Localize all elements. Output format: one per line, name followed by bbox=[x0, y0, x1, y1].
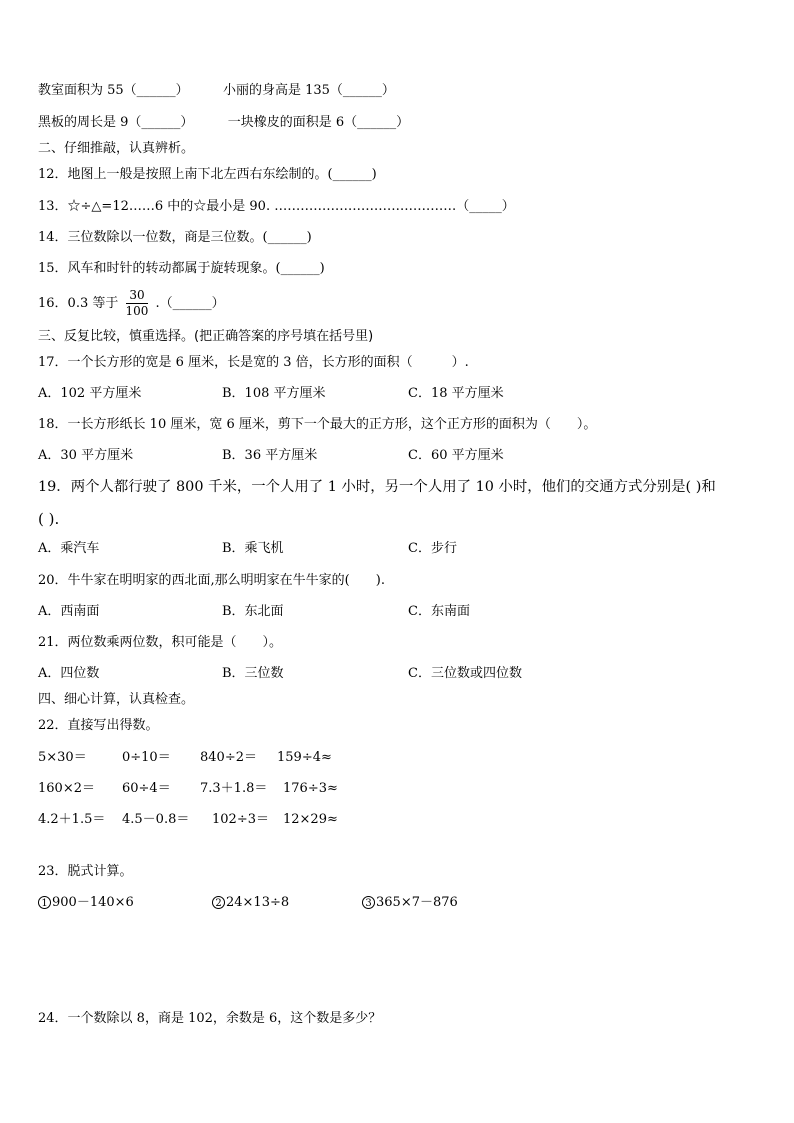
q20-option-c: C．东南面 bbox=[408, 604, 470, 619]
fraction-denominator: 100 bbox=[125, 304, 149, 318]
calc-item: 840÷2＝ bbox=[200, 750, 257, 765]
question-15: 15．风车和时针的转动都属于旋转现象。(______) bbox=[38, 261, 325, 276]
q16-suffix: .（______） bbox=[155, 296, 225, 311]
q19-option-c: C．步行 bbox=[408, 541, 457, 556]
circled-number: 2 bbox=[212, 896, 225, 909]
circled-number: 1 bbox=[38, 896, 51, 909]
step-calc-expr: 900－140×6 bbox=[52, 895, 134, 910]
circled-number: 3 bbox=[362, 896, 375, 909]
question-21: 21．两位数乘两位数，积可能是（ ）。 bbox=[38, 635, 283, 650]
q21-option-c: C．三位数或四位数 bbox=[408, 666, 522, 681]
section-2-title: 二、仔细推敲，认真辨析。 bbox=[38, 141, 195, 156]
question-19-line-1: 19．两个人都行驶了 800 千米，一个人用了 1 小时，另一个人用了 10 小时，他们的交通方式分别是( )和 bbox=[38, 479, 716, 495]
question-17: 17．一个长方形的宽是 6 厘米，长是宽的 3 倍，长方形的面积（ ）. bbox=[38, 355, 469, 370]
calc-item: 4.5－0.8＝ bbox=[122, 812, 190, 827]
step-calc-expr: 24×13÷8 bbox=[226, 895, 290, 910]
intro-line-1 bbox=[38, 82, 395, 100]
q18-option-c: C．60 平方厘米 bbox=[408, 448, 504, 463]
fraction-numerator: 30 bbox=[126, 288, 149, 304]
question-23: 23．脱式计算。 bbox=[38, 864, 133, 879]
question-12: 12．地图上一般是按照上南下北左西右东绘制的。(______) bbox=[38, 167, 377, 182]
calc-item: 160×2＝ bbox=[38, 781, 95, 796]
q17-option-b: B．108 平方厘米 bbox=[222, 386, 326, 401]
q18-option-b: B．36 平方厘米 bbox=[222, 448, 318, 463]
calc-item: 159÷4≈ bbox=[277, 750, 332, 765]
question-22: 22．直接写出得数。 bbox=[38, 718, 159, 733]
step-calc-expr: 365×7－876 bbox=[376, 895, 458, 910]
question-18: 18．一长方形纸长 10 厘米，宽 6 厘米，剪下一个最大的正方形，这个正方形的面积为（ ）。 bbox=[38, 417, 597, 432]
step-calc-item-2 bbox=[212, 894, 289, 912]
calc-item: 7.3＋1.8＝ bbox=[200, 781, 268, 796]
classroom-area-text: 教室面积为 55（______） bbox=[38, 83, 189, 98]
q19-option-a: A．乘汽车 bbox=[38, 541, 100, 556]
q17-option-a: A．102 平方厘米 bbox=[38, 386, 142, 401]
calc-item: 60÷4＝ bbox=[122, 781, 171, 796]
question-16 bbox=[38, 288, 225, 319]
question-13: 13．☆÷△=12……6 中的☆最小是 90. ……………………………………（_____） bbox=[38, 199, 515, 214]
calc-item: 176÷3≈ bbox=[283, 781, 338, 796]
question-20: 20．牛牛家在明明家的西北面,那么明明家在牛牛家的( ). bbox=[38, 573, 385, 588]
fraction bbox=[126, 288, 149, 319]
blackboard-perimeter-text: 黑板的周长是 9（______） bbox=[38, 115, 194, 130]
calc-item: 0÷10＝ bbox=[122, 750, 171, 765]
q17-option-c: C．18 平方厘米 bbox=[408, 386, 504, 401]
intro-line-2 bbox=[38, 114, 409, 132]
q16-prefix: 16．0.3 等于 bbox=[38, 296, 119, 311]
q19-option-b: B．乘飞机 bbox=[222, 541, 284, 556]
q20-option-a: A．西南面 bbox=[38, 604, 100, 619]
section-4-title: 四、细心计算，认真检查。 bbox=[38, 692, 195, 707]
calc-item: 102÷3＝ bbox=[212, 812, 269, 827]
xiaoli-height-text: 小丽的身高是 135（______） bbox=[222, 83, 395, 98]
eraser-area-text: 一块橡皮的面积是 6（______） bbox=[227, 115, 410, 130]
q21-option-b: B．三位数 bbox=[222, 666, 284, 681]
calc-item: 4.2＋1.5＝ bbox=[38, 812, 106, 827]
calc-item: 12×29≈ bbox=[283, 812, 338, 827]
step-calc-item-3 bbox=[362, 894, 458, 912]
calc-item: 5×30＝ bbox=[38, 750, 87, 765]
question-19-line-2: ( ). bbox=[38, 510, 60, 528]
q20-option-b: B．东北面 bbox=[222, 604, 284, 619]
step-calc-item-1 bbox=[38, 894, 134, 912]
question-24: 24．一个数除以 8，商是 102，余数是 6，这个数是多少？ bbox=[38, 1011, 382, 1026]
question-14: 14．三位数除以一位数，商是三位数。(______) bbox=[38, 230, 312, 245]
q18-option-a: A．30 平方厘米 bbox=[38, 448, 134, 463]
section-3-title: 三、反复比较，慎重选择。(把正确答案的序号填在括号里) bbox=[38, 329, 374, 344]
q21-option-a: A．四位数 bbox=[38, 666, 100, 681]
